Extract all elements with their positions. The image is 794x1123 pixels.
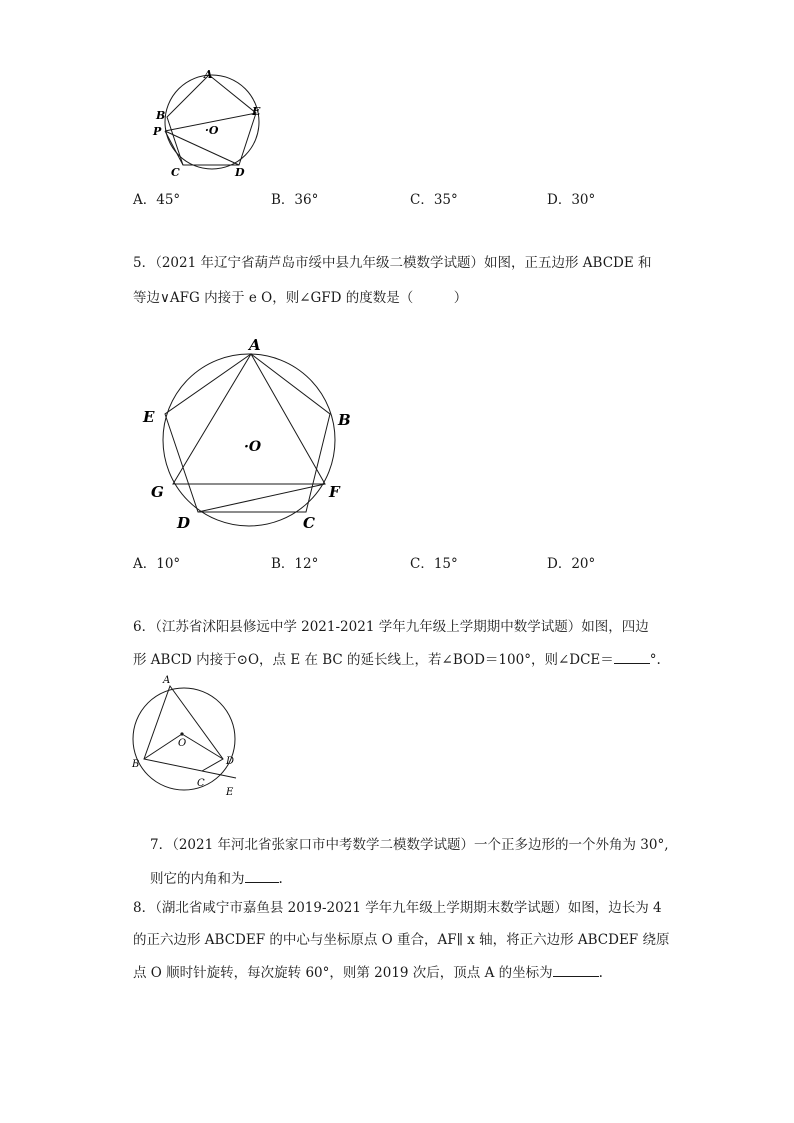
q8-line-3-end: . bbox=[598, 965, 603, 981]
q8-answer-blank[interactable] bbox=[553, 962, 599, 977]
option-letter: D． bbox=[547, 192, 572, 208]
label-o: O bbox=[178, 738, 187, 749]
q5-option-d bbox=[547, 554, 595, 574]
q5-option-c bbox=[410, 554, 458, 574]
label-e: E bbox=[252, 105, 261, 118]
q6-line-1: 6．（江苏省沭阳县修远中学 2021-2021 学年九年级上学期期中数学试题）如图，四边 bbox=[133, 619, 649, 635]
q5-line-2: 等边∨AFG 内接于 e O，则∠GFD 的度数是（ ） bbox=[133, 290, 468, 306]
q6-line-2-text: 形 ABCD 内接于⊙O，点 E 在 BC 的延长线上，若∠BOD＝100°，则∠DCE＝ bbox=[133, 652, 614, 668]
option-value: 30° bbox=[571, 192, 596, 208]
option-letter: A． bbox=[133, 556, 157, 572]
q7-line-2-text: 则它的内角和为 bbox=[150, 871, 245, 887]
option-value: 45° bbox=[156, 192, 181, 208]
label-a: A bbox=[249, 336, 261, 354]
segment-ob bbox=[144, 734, 182, 759]
label-d: D bbox=[177, 514, 191, 532]
q4-option-c bbox=[410, 190, 458, 210]
quadrilateral-abcd bbox=[144, 686, 223, 771]
label-a: A bbox=[163, 675, 171, 686]
label-e: E bbox=[226, 787, 234, 798]
q8-line-3 bbox=[133, 962, 603, 983]
option-value: 10° bbox=[156, 556, 181, 572]
label-e: E bbox=[143, 408, 155, 426]
q8-line-1: 8．（湖北省咸宁市嘉鱼县 2019-2021 学年九年级上学期期末数学试题）如图，边长为 4 bbox=[133, 900, 662, 916]
option-letter: C． bbox=[410, 556, 434, 572]
q5-line-1: 5．（2021 年辽宁省葫芦岛市绥中县九年级二模数学试题）如图，正五边形 ABCDE 和 bbox=[133, 255, 652, 271]
label-b: B bbox=[156, 109, 166, 122]
segment-ce bbox=[202, 771, 236, 778]
q8-line-2: 的正六边形 ABCDEF 的中心与坐标原点 O 重合，AF∥ x 轴，将正六边形 ABCDEF 绕原 bbox=[133, 932, 670, 948]
option-letter: B． bbox=[271, 192, 295, 208]
label-b: B bbox=[132, 759, 140, 770]
figure-pentagon-point-p bbox=[145, 62, 275, 182]
label-o: ·O bbox=[205, 124, 219, 137]
option-value: 36° bbox=[294, 192, 319, 208]
option-value: 15° bbox=[433, 556, 458, 572]
triangle-afg bbox=[173, 354, 325, 484]
label-g: G bbox=[151, 483, 164, 501]
q8-line-3-text: 点 O 顺时针旋转，每次旋转 60°，则第 2019 次后，顶点 A 的坐标为 bbox=[133, 965, 553, 981]
label-b: B bbox=[338, 411, 351, 429]
option-letter: B． bbox=[271, 556, 295, 572]
q6-answer-blank[interactable] bbox=[614, 649, 650, 664]
pentagon-abcde bbox=[167, 75, 256, 165]
segment-pc bbox=[165, 131, 183, 165]
q4-option-d bbox=[547, 190, 595, 210]
label-c: C bbox=[197, 778, 205, 789]
segment-od bbox=[182, 734, 223, 759]
option-value: 12° bbox=[294, 556, 319, 572]
q5-options bbox=[133, 554, 653, 576]
figure-pentagon-triangle bbox=[138, 332, 358, 537]
q4-option-b bbox=[271, 190, 318, 210]
segment-fd bbox=[198, 484, 325, 512]
segment-pd bbox=[165, 131, 239, 165]
q6-line-2 bbox=[133, 649, 661, 670]
option-value: 35° bbox=[433, 192, 458, 208]
q7-answer-blank[interactable] bbox=[245, 868, 279, 883]
option-value: 20° bbox=[571, 556, 596, 572]
q4-options bbox=[133, 190, 653, 212]
option-letter: D． bbox=[547, 556, 572, 572]
option-letter: C． bbox=[410, 192, 434, 208]
label-d: D bbox=[235, 166, 245, 179]
label-c: C bbox=[171, 166, 180, 179]
q5-option-b bbox=[271, 554, 318, 574]
q7-line-2-end: . bbox=[278, 871, 283, 887]
label-d: D bbox=[226, 756, 235, 767]
label-o: ·O bbox=[244, 439, 262, 455]
q7-line-1: 7．（2021 年河北省张家口市中考数学二模数学试题）一个正多边形的一个外角为 30°, bbox=[150, 837, 669, 853]
q6-line-2-end: °. bbox=[649, 652, 661, 668]
label-p: P bbox=[153, 125, 162, 138]
label-f: F bbox=[329, 483, 340, 501]
q7-line-2 bbox=[150, 868, 283, 889]
center-dot bbox=[180, 732, 183, 735]
label-c: C bbox=[303, 514, 315, 532]
option-letter: A． bbox=[133, 192, 157, 208]
q4-option-a bbox=[133, 190, 180, 210]
figure-cyclic-quadrilateral bbox=[125, 672, 250, 802]
label-a: A bbox=[204, 68, 213, 81]
q5-option-a bbox=[133, 554, 180, 574]
